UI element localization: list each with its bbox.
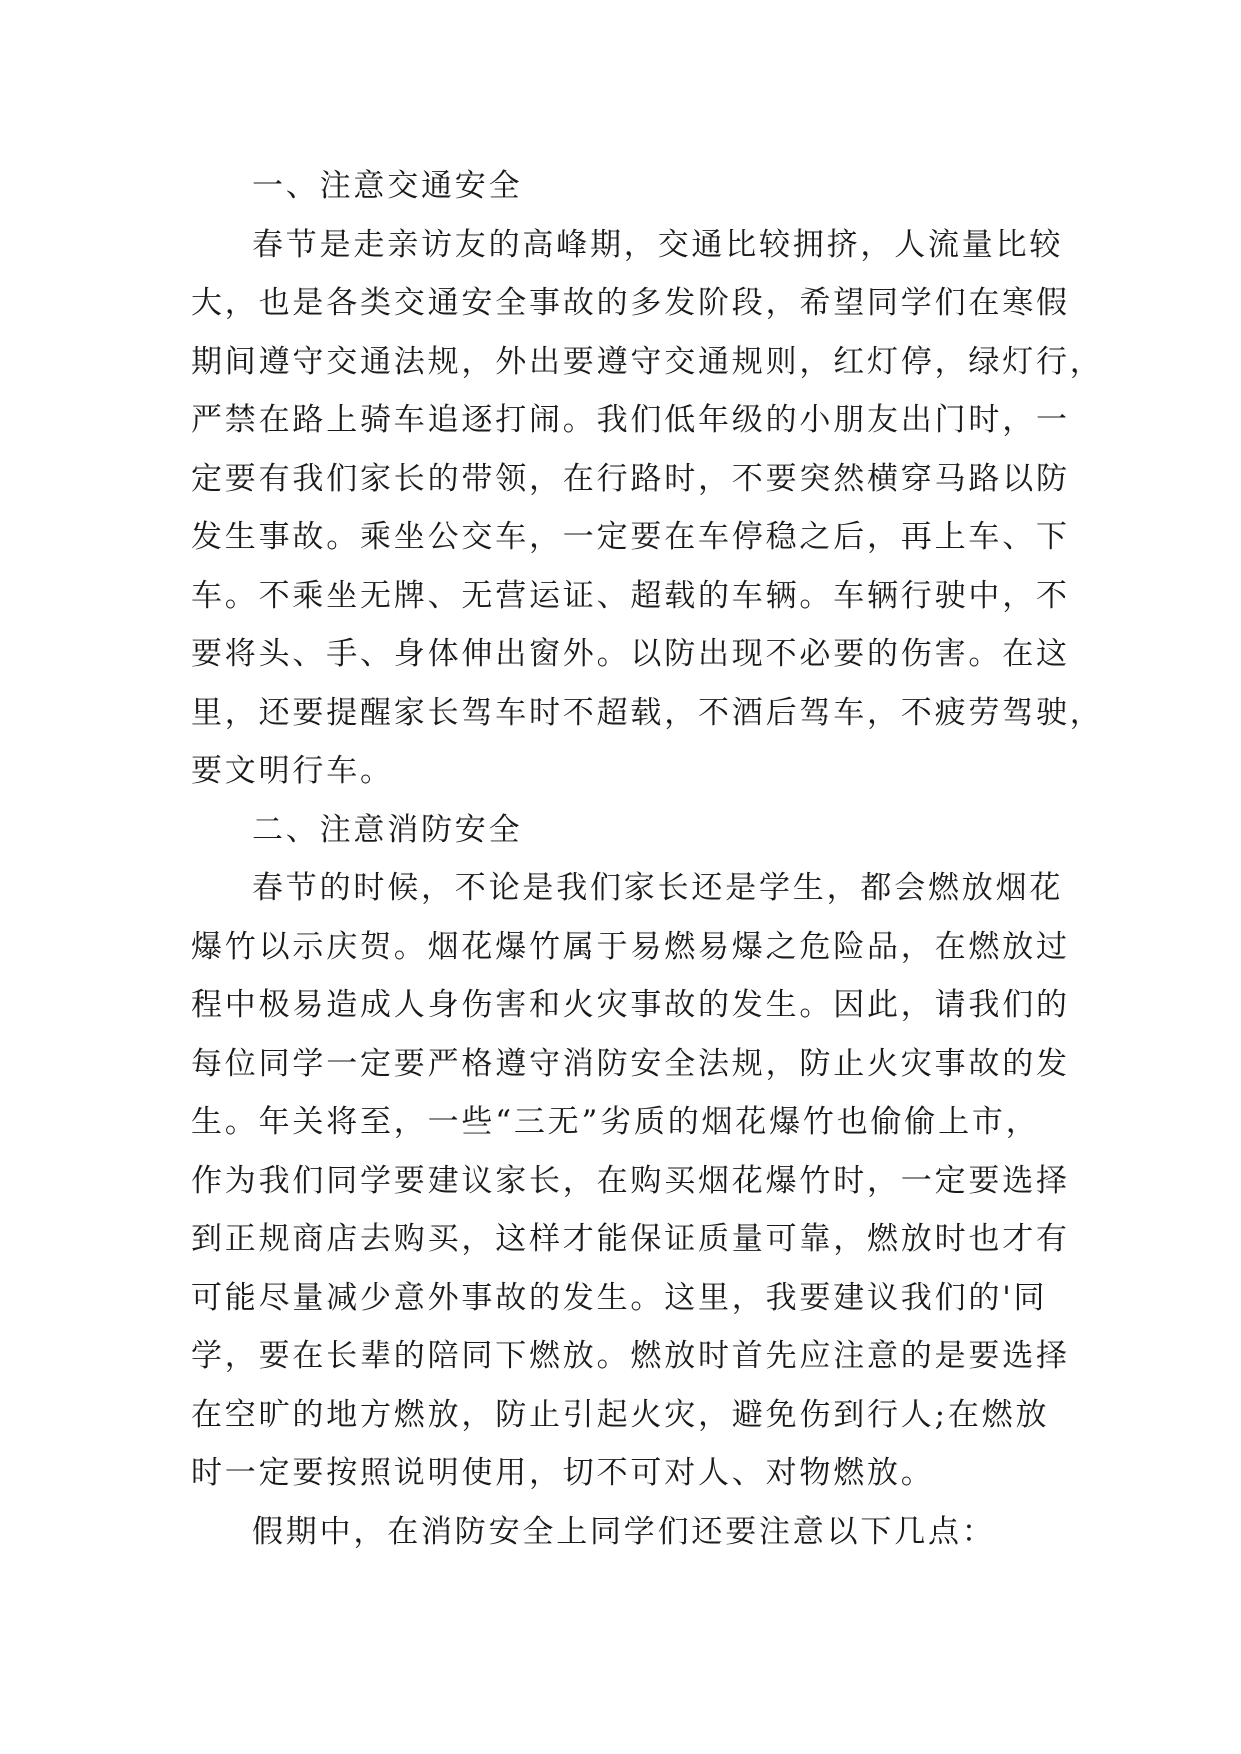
paragraph-line: 大，也是各类交通安全事故的多发阶段，希望同学们在寒假 [191, 285, 1070, 321]
paragraph-line: 爆竹以示庆贺。烟花爆竹属于易燃易爆之危险品，在燃放过 [191, 929, 1070, 965]
paragraph-line: 可能尽量减少意外事故的发生。这里，我要建议我们的'同 [191, 1280, 1048, 1316]
paragraph-line: 假期中，在消防安全上同学们还要注意以下几点： [252, 1514, 996, 1550]
section-heading-fire: 二、注意消防安全 [252, 812, 523, 848]
paragraph-line: 春节的时候，不论是我们家长还是学生，都会燃放烟花 [252, 870, 1064, 906]
paragraph-line: 程中极易造成人身伤害和火灾事故的发生。因此，请我们的 [191, 987, 1070, 1023]
paragraph-line: 车。不乘坐无牌、无营运证、超载的车辆。车辆行驶中，不 [191, 578, 1070, 614]
paragraph-line: 作为我们同学要建议家长，在购买烟花爆竹时，一定要选择 [191, 1163, 1070, 1199]
paragraph-line: 里，还要提醒家长驾车时不超载，不酒后驾车，不疲劳驾驶， [191, 695, 1104, 731]
paragraph-line: 定要有我们家长的带领，在行路时，不要突然横穿马路以防 [191, 461, 1070, 497]
paragraph-line: 在空旷的地方燃放，防止引起火灾，避免伤到行人;在燃放 [191, 1397, 1050, 1433]
paragraph-line: 每位同学一定要严格遵守消防安全法规，防止火灾事故的发 [191, 1046, 1070, 1082]
paragraph-line: 期间遵守交通法规，外出要遵守交通规则，红灯停，绿灯行， [191, 344, 1104, 380]
paragraph-line: 发生事故。乘坐公交车，一定要在车停稳之后，再上车、下 [191, 519, 1070, 555]
paragraph-line: 春节是走亲访友的高峰期，交通比较拥挤，人流量比较 [252, 227, 1064, 263]
paragraph-line: 学，要在长辈的陪同下燃放。燃放时首先应注意的是要选择 [191, 1338, 1070, 1374]
paragraph-line: 要将头、手、身体伸出窗外。以防出现不必要的伤害。在这 [191, 636, 1070, 672]
paragraph-line: 到正规商店去购买，这样才能保证质量可靠，燃放时也才有 [191, 1221, 1070, 1257]
paragraph-line: 要文明行车。 [191, 753, 394, 789]
section-heading-traffic: 一、注意交通安全 [252, 168, 523, 204]
paragraph-line: 时一定要按照说明使用，切不可对人、对物燃放。 [191, 1455, 935, 1491]
paragraph-line: 生。年关将至，一些“三无”劣质的烟花爆竹也偷偷上市， [191, 1104, 1040, 1140]
paragraph-line: 严禁在路上骑车追逐打闹。我们低年级的小朋友出门时，一 [191, 402, 1070, 438]
